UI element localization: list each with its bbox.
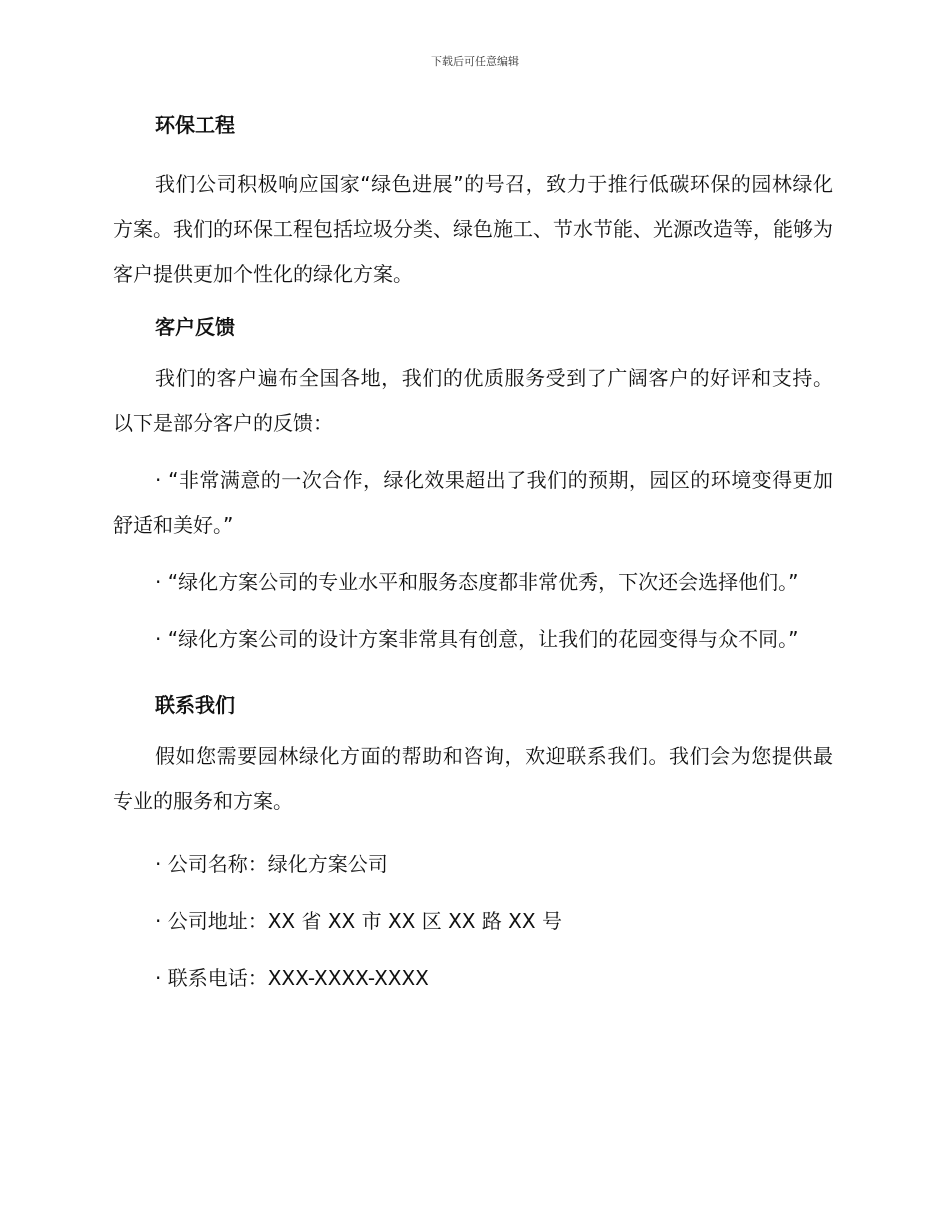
feedback-quote-1: · “非常满意的一次合作，绿化效果超出了我们的预期，园区的环境变得更加舒适和美好。” [113,468,833,537]
section-body-contact: 假如您需要园林绿化方面的帮助和咨询，欢迎联系我们。我们会为您提供最专业的服务和方案。 [113,744,833,813]
document-body [113,110,833,993]
section-title-contact: 联系我们 [155,693,235,717]
contact-phone: · 联系电话：XXX-XXXX-XXXX [155,966,429,990]
section-body-env: 我们公司积极响应国家“绿色进展”的号召，致力于推行低碳环保的园林绿化方案。我们的环保工程包括垃圾分类、绿色施工、节水节能、光源改造等，能够为客户提供更加个性化的绿化方案。 [113,172,833,286]
feedback-quote-3: · “绿化方案公司的设计方案非常具有创意，让我们的花园变得与众不同。” [155,627,799,651]
contact-company-name: · 公司名称：绿化方案公司 [155,852,388,876]
section-title-feedback: 客户反馈 [155,315,235,339]
section-body-feedback: 我们的客户遍布全国各地，我们的优质服务受到了广阔客户的好评和支持。以下是部分客户的反馈： [113,366,833,435]
feedback-quote-2: · “绿化方案公司的专业水平和服务态度都非常优秀，下次还会选择他们。” [155,570,799,594]
page-header-note: 下载后可任意编辑 [431,55,519,68]
section-title-env: 环保工程 [155,113,235,137]
contact-address: · 公司地址：XX 省 XX 市 XX 区 XX 路 XX 号 [155,909,562,933]
